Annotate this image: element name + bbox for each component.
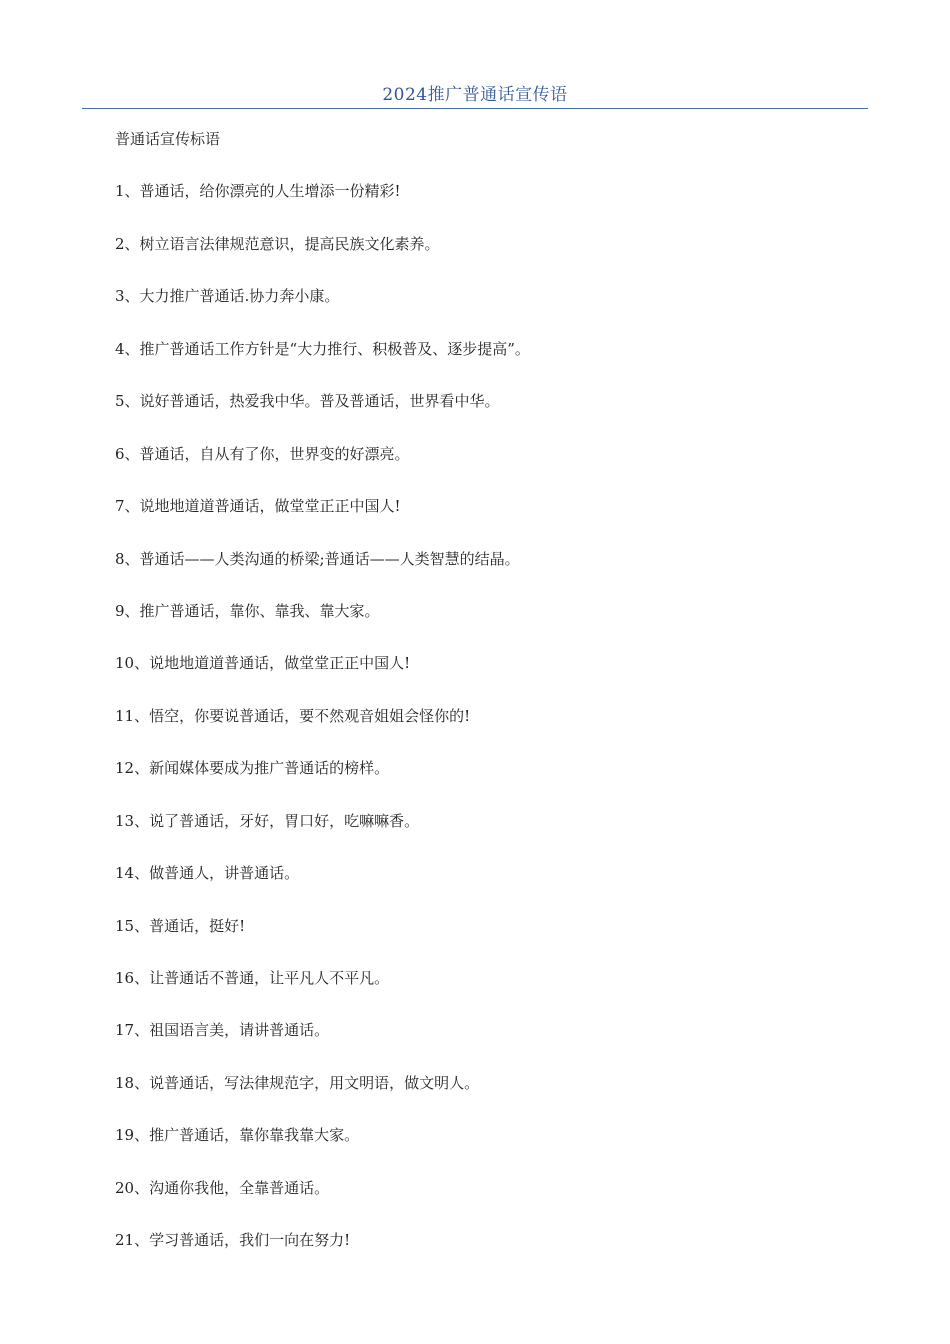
slogan-item: 14、做普通人，讲普通话。 — [115, 864, 300, 883]
slogan-item: 17、祖国语言美，请讲普通话。 — [115, 1021, 330, 1040]
slogan-item: 20、沟通你我他，全靠普通话。 — [115, 1178, 330, 1197]
slogan-item: 4、推广普通话工作方针是“大力推行、积极普及、逐步提高”。 — [115, 339, 530, 358]
slogan-item: 10、说地地道道普通话，做堂堂正正中国人! — [115, 654, 411, 673]
slogan-item: 15、普通话，挺好! — [115, 916, 246, 935]
slogan-item: 3、大力推广普通话.协力奔小康。 — [115, 287, 340, 306]
document-body — [115, 128, 855, 1251]
slogan-item: 12、新闻媒体要成为推广普通话的榜样。 — [115, 759, 390, 778]
slogan-item: 11、悟空，你要说普通话，要不然观音姐姐会怪你的! — [115, 706, 471, 725]
header-divider — [82, 108, 868, 109]
header-title: 2024推广普通话宣传语 — [382, 85, 568, 105]
slogan-item: 21、学习普通话，我们一向在努力! — [115, 1231, 351, 1250]
slogan-item: 6、普通话，自从有了你，世界变的好漂亮。 — [115, 444, 410, 463]
slogan-item: 18、说普通话，写法律规范字，用文明语，做文明人。 — [115, 1073, 480, 1092]
slogan-item: 2、树立语言法律规范意识，提高民族文化素养。 — [115, 234, 440, 253]
slogan-item: 13、说了普通话，牙好，胃口好，吃嘛嘛香。 — [115, 811, 420, 830]
slogan-item: 8、普通话——人类沟通的桥梁;普通话——人类智慧的结晶。 — [115, 549, 520, 568]
slogan-item: 5、说好普通话，热爱我中华。普及普通话，世界看中华。 — [115, 392, 500, 411]
slogan-item: 16、让普通话不普通，让平凡人不平凡。 — [115, 969, 390, 987]
slogan-list — [115, 180, 855, 1251]
slogan-item: 9、推广普通话，靠你、靠我、靠大家。 — [115, 601, 380, 620]
slogan-item: 7、说地地道道普通话，做堂堂正正中国人! — [115, 497, 401, 516]
slogan-item: 19、推广普通话，靠你靠我靠大家。 — [115, 1126, 360, 1145]
slogan-item: 1、普通话，给你漂亮的人生增添一份精彩! — [115, 182, 401, 201]
section-subtitle: 普通话宣传标语 — [115, 130, 221, 148]
